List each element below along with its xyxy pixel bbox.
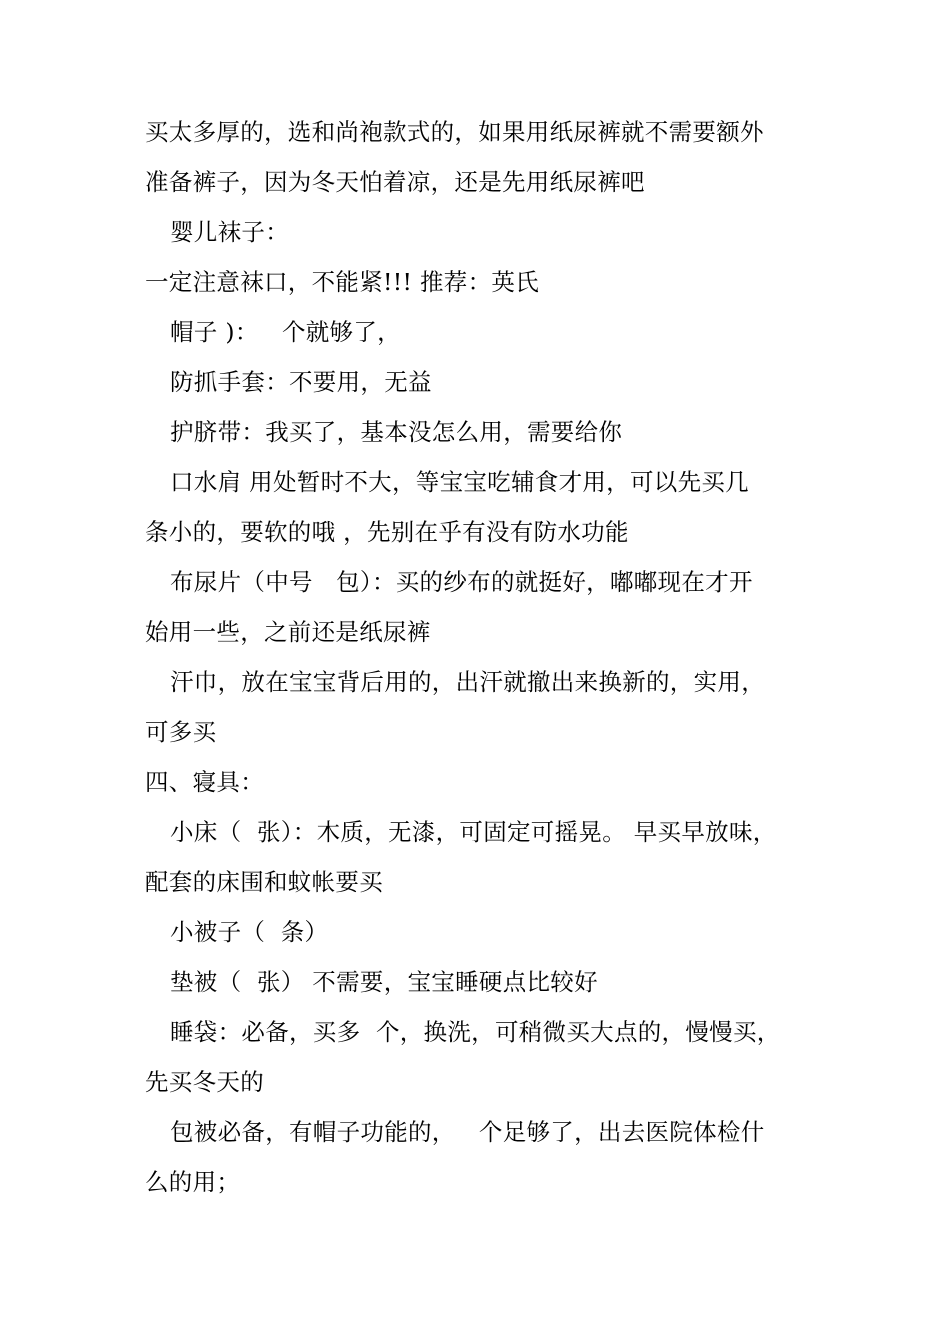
text-line: 汗巾，放在宝宝背后用的，出汗就撤出来换新的，实用，	[170, 668, 765, 696]
text-line: 睡袋：必备，买多 个，换洗，可稍微买大点的，慢慢买，	[170, 1018, 781, 1046]
text-line: 包被必备，有帽子功能的， 个足够了，出去医院体检什	[170, 1118, 765, 1146]
text-line: 准备裤子，因为冬天怕着凉，还是先用纸尿裤吧	[145, 168, 645, 196]
section-heading: 婴儿袜子：	[170, 218, 289, 246]
text-line: 可多买	[145, 718, 217, 746]
text-line: 护脐带：我买了，基本没怎么用，需要给你	[170, 418, 623, 446]
text-line: 配套的床围和蚊帐要买	[145, 868, 383, 896]
text-line: 帽子 )： 个就够了，	[170, 318, 401, 346]
text-line: 小床（ 张）：木质，无漆，可固定可摇晃。 早买早放味，	[170, 818, 777, 846]
text-line: 垫被（ 张） 不需要，宝宝睡硬点比较好	[170, 968, 598, 996]
section-heading: 四、寝具：	[145, 768, 264, 796]
text-line: 布尿片（中号 包）：买的纱布的就挺好，嘟嘟现在才开	[170, 568, 753, 596]
text-line: 买太多厚的，选和尚袍款式的，如果用纸尿裤就不需要额外	[145, 118, 764, 146]
text-line: 防抓手套：不要用，无益	[170, 368, 432, 396]
text-line: 条小的，要软的哦 ，先别在乎有没有防水功能	[145, 518, 629, 546]
text-line: 小被子（ 条）	[170, 918, 329, 946]
text-line: 口水肩 用处暂时不大，等宝宝吃辅食才用，可以先买几	[170, 468, 749, 496]
text-line: 先买冬天的	[145, 1068, 264, 1096]
text-line: 一定注意袜口，不能紧!!! 推荐：英氏	[145, 268, 540, 296]
text-line: 始用一些，之前还是纸尿裤	[145, 618, 431, 646]
text-line: 么的用；	[145, 1168, 241, 1196]
